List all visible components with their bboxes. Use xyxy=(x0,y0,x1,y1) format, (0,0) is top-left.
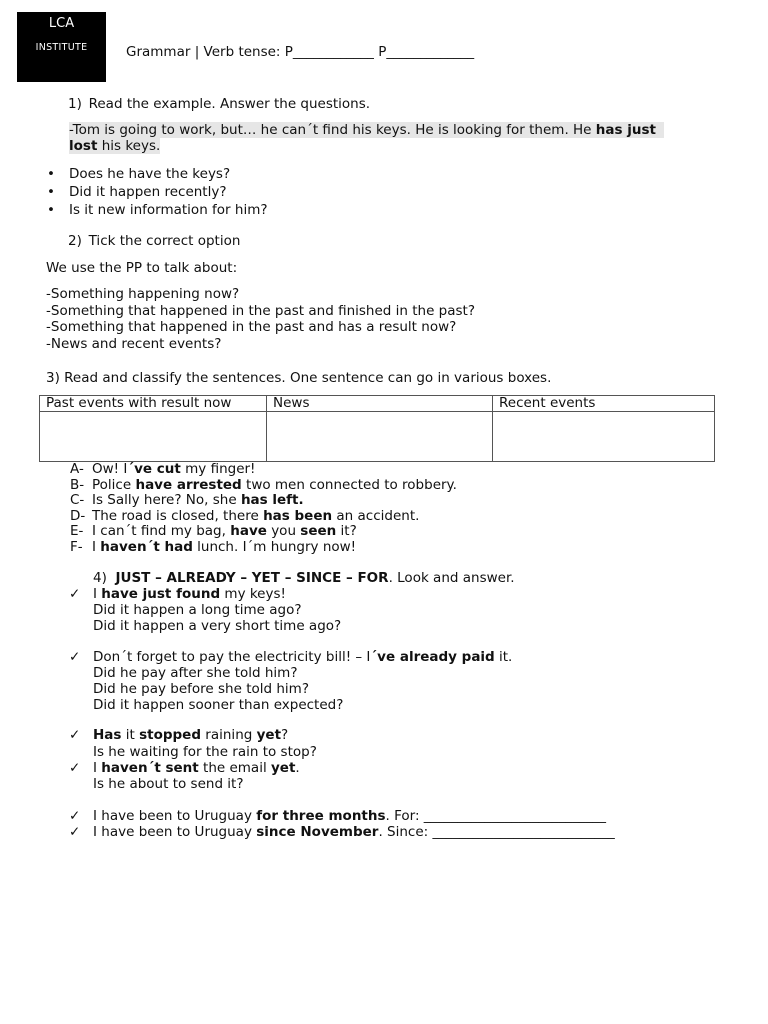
column-header: Recent events xyxy=(493,396,715,412)
item-letter: B- xyxy=(70,477,85,493)
bullet-icon: • xyxy=(47,184,55,200)
sentence-item: Is Sally here? No, she has left. xyxy=(92,492,304,508)
q3-heading: 3) Read and classify the sentences. One sentence can go in various boxes. xyxy=(46,370,552,386)
q4-question: Did he pay after she told him? xyxy=(93,665,298,681)
sentence-item: The road is closed, there has been an accident. xyxy=(92,508,420,524)
q1-question: Did it happen recently? xyxy=(69,184,227,200)
q4-sentence: I have been to Uruguay since November. Since: ___________________________ xyxy=(93,824,615,840)
logo-line1: LCA xyxy=(48,16,75,31)
check-icon: ✓ xyxy=(69,649,81,665)
page-title: Grammar | Verb tense: P____________ P_____________ xyxy=(126,44,475,60)
sentence-item: Police have arrested two men connected to robbery. xyxy=(92,477,457,493)
q1-question: Is it new information for him? xyxy=(69,202,268,218)
bullet-icon: • xyxy=(47,166,55,182)
q1-question: Does he have the keys? xyxy=(69,166,231,182)
answer-cell[interactable] xyxy=(267,412,493,462)
q4-sentence: I have just found my keys! xyxy=(93,586,286,602)
q4-question: Is he waiting for the rain to stop? xyxy=(93,744,317,760)
q1-example-end: his keys. xyxy=(97,138,161,154)
q2-option: -Something that happened in the past and finished in the past? xyxy=(46,303,476,319)
q4-sentence: I have been to Uruguay for three months. For: ___________________________ xyxy=(93,808,607,824)
q4-sentence: I haven´t sent the email yet. xyxy=(93,760,300,776)
q4-question: Did it happen a long time ago? xyxy=(93,602,302,618)
q2-intro: We use the PP to talk about: xyxy=(46,260,238,276)
q1-example-line2 xyxy=(69,138,160,155)
q4-question: Did it happen sooner than expected? xyxy=(93,697,344,713)
q4-question: Is he about to send it? xyxy=(93,776,244,792)
q4-question: Did he pay before she told him? xyxy=(93,681,309,697)
q2-option: -News and recent events? xyxy=(46,336,222,352)
item-letter: D- xyxy=(70,508,86,524)
q4-sentence: Has it stopped raining yet? xyxy=(93,727,289,743)
q2-option: -Something that happened in the past and has a result now? xyxy=(46,319,457,335)
q4-sentence: Don´t forget to pay the electricity bill! – I´ve already paid it. xyxy=(93,649,513,665)
q1-example-bold2: lost xyxy=(69,138,98,154)
check-icon: ✓ xyxy=(69,727,81,743)
q2-option: -Something happening now? xyxy=(46,286,240,302)
column-header: News xyxy=(267,396,493,412)
logo xyxy=(17,12,106,82)
check-icon: ✓ xyxy=(69,824,81,840)
q1-example-line1 xyxy=(69,122,664,139)
item-letter: F- xyxy=(70,539,83,555)
logo-line2: INSTITUTE xyxy=(35,42,88,53)
q1-example-bold: has just xyxy=(595,122,656,138)
check-icon: ✓ xyxy=(69,760,81,776)
q2-heading: 2) Tick the correct option xyxy=(68,233,241,249)
item-letter: C- xyxy=(70,492,85,508)
classify-table xyxy=(39,395,715,462)
item-letter: E- xyxy=(70,523,84,539)
q4-heading: 4) JUST – ALREADY – YET – SINCE – FOR. Look and answer. xyxy=(93,570,515,586)
check-icon: ✓ xyxy=(69,586,81,602)
item-letter: A- xyxy=(70,461,84,477)
column-header: Past events with result now xyxy=(40,396,267,412)
answer-cell[interactable] xyxy=(493,412,715,462)
bullet-icon: • xyxy=(47,202,55,218)
q1-heading: 1) Read the example. Answer the questions. xyxy=(68,96,371,112)
sentence-item: I can´t find my bag, have you seen it? xyxy=(92,523,357,539)
q1-example-text: -Tom is going to work, but… he can´t find his keys. He is looking for them. He xyxy=(69,122,596,138)
q4-question: Did it happen a very short time ago? xyxy=(93,618,342,634)
answer-cell[interactable] xyxy=(40,412,267,462)
sentence-item: Ow! I´ve cut my finger! xyxy=(92,461,256,477)
check-icon: ✓ xyxy=(69,808,81,824)
sentence-item: I haven´t had lunch. I´m hungry now! xyxy=(92,539,357,555)
